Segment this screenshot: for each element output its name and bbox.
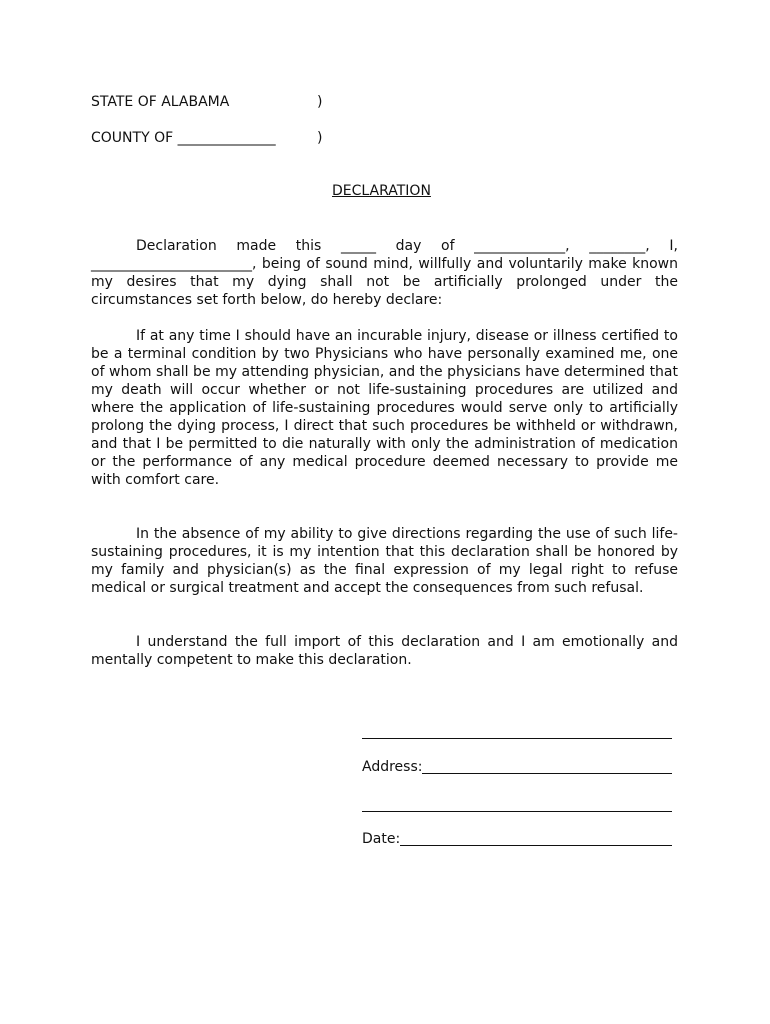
paragraph-absence-of-ability: In the absence of my ability to give directions regarding the use of such life-sustaining procedures, it is my intention that this declaration shall be honored by my family and physician(s) as the final expression of my legal right to refuse medical or surgical treatment and accept the consequences from such refusal. — [91, 526, 678, 596]
document-title: DECLARATION — [332, 183, 431, 199]
address-field — [362, 759, 672, 776]
paragraph-understanding: I understand the full import of this declaration and I am emotionally and mentally competent to make this declaration. — [91, 634, 678, 668]
date-blank-line — [400, 831, 672, 846]
county-label: COUNTY OF ______________ — [91, 130, 276, 146]
paragraph-terminal-condition: If at any time I should have an incurable injury, disease or illness certified to be a terminal condition by two Physicians who have personally examined me, one of whom shall be my attending physician, and the physicians have determined that my death will occur whether or not life-sustaining procedures are utilized and where the application of life-sustaining procedures would serve only to artificially prolong the dying process, I direct that such procedures be withheld or withdrawn, and that I be permitted to die naturally with only the administration of medication or the performance of any medical procedure deemed necessary to provide me with comfort care. — [91, 328, 678, 488]
county-paren: ) — [317, 130, 323, 146]
state-label: STATE OF ALABAMA — [91, 94, 230, 110]
address-second-line — [362, 811, 672, 812]
signature-line — [362, 738, 672, 739]
date-field — [362, 831, 672, 848]
paragraph-declaration-intro: Declaration made this _____ day of _____________, ________, I, _______________________, being of sound mind, willfully and voluntarily make known my desires that my dying shall not be artificially prolonged under the circumstances set forth below, do hereby declare: — [91, 238, 678, 308]
address-label: Address: — [362, 759, 423, 775]
date-label: Date: — [362, 831, 401, 847]
state-paren: ) — [317, 94, 323, 110]
address-blank-line — [422, 759, 672, 774]
